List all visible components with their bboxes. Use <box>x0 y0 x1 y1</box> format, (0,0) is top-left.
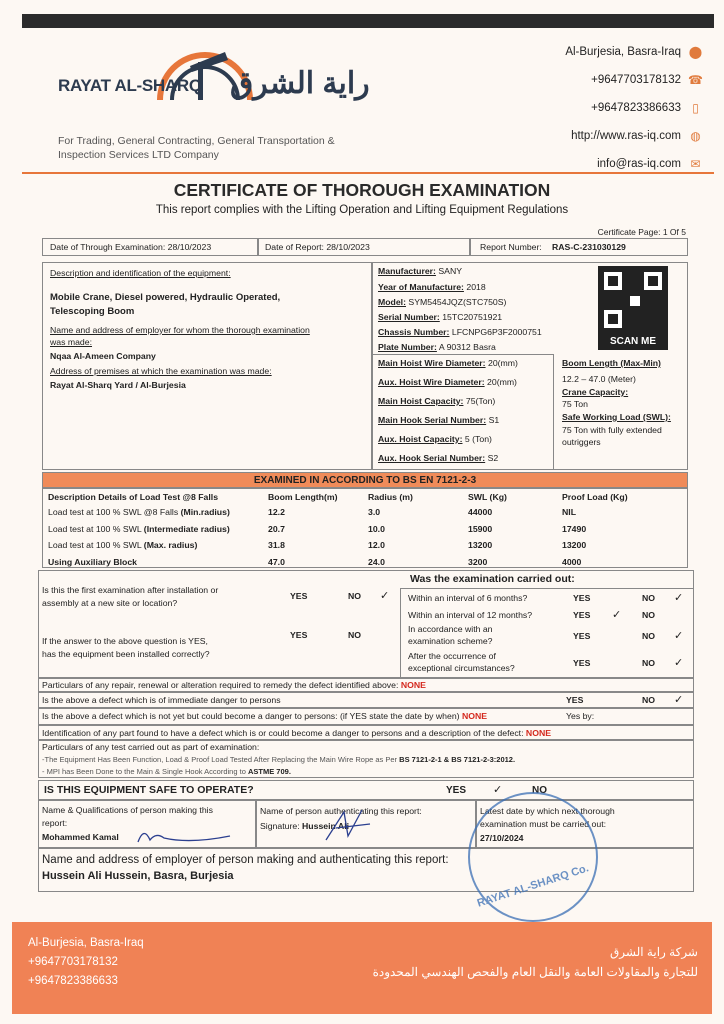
c2-check-icon: ✓ <box>612 609 622 621</box>
next-label2: examination must be carried out: <box>480 819 607 829</box>
q1-check-icon: ✓ <box>380 590 390 602</box>
crane-cap-value: 75 Ton <box>562 399 588 409</box>
q2-yes[interactable]: YES <box>290 630 308 640</box>
repair-value: NONE <box>400 680 426 690</box>
c4-check-icon: ✓ <box>674 657 684 669</box>
c4-line2: exceptional circumstances? <box>408 663 515 673</box>
test2-standard: ASTME 709. <box>247 767 291 776</box>
lt-boom: 31.8 <box>268 540 285 550</box>
boom-label: Boom Length (Max-Min) <box>562 358 661 368</box>
c1-yes[interactable]: YES <box>573 593 591 603</box>
lt-swl: 13200 <box>468 540 493 550</box>
report-number-label: Report Number: <box>480 242 542 252</box>
address-text: Al-Burjesia, Basra-Iraq <box>565 46 681 58</box>
q1-yes[interactable]: YES <box>290 591 308 601</box>
desc-label: Description and identification of the equipment: <box>50 268 231 278</box>
lt-desc-bold: (Intermediate radius) <box>143 524 230 534</box>
next-label1: Latest date by which next thorough <box>480 806 615 816</box>
footer-phone1: +9647703178132 <box>28 956 118 968</box>
sig-label: Signature: <box>260 821 300 831</box>
year-label: Year of Manufacture: <box>378 282 464 292</box>
c1-no[interactable]: NO <box>642 593 656 603</box>
next-date: 27/10/2024 <box>480 833 524 843</box>
serial-label: Serial Number: <box>378 312 440 322</box>
globe-icon: ◍ <box>690 129 701 143</box>
report-date: Date of Report: 28/10/2023 <box>265 242 370 252</box>
lt-boom: 20.7 <box>268 524 285 534</box>
website-link[interactable]: http://www.ras-iq.com <box>571 130 681 142</box>
q2-line1: If the answer to the above question is YES, <box>42 636 208 646</box>
lt-boom: 12.2 <box>268 507 285 517</box>
q2-no[interactable]: NO <box>348 630 362 640</box>
immediate-no[interactable]: NO <box>642 695 656 705</box>
main-wire-value: 20(mm) <box>488 358 518 368</box>
aux-wire-value: 20(mm) <box>487 377 517 387</box>
identification-value: NONE <box>525 728 552 738</box>
c4-no[interactable]: NO <box>642 658 656 668</box>
lt-header-proof: Proof Load (Kg) <box>562 492 628 502</box>
aux-hook-label: Aux. Hook Serial Number: <box>378 453 486 463</box>
plate-label: Plate Number: <box>378 342 437 352</box>
exam-date: Date of Through Examination: 28/10/2023 <box>50 242 212 252</box>
test2-text: - MPI has Been Done to the Main & Single Hook According to <box>42 767 246 776</box>
carried-title: Was the examination carried out: <box>410 573 575 585</box>
identification-text: Identification of any part found to have a defect which is or could become a danger to persons and a description of the defect: <box>42 728 524 738</box>
lt-desc-bold: (Min.radius) <box>180 507 230 517</box>
qual-label2: report: <box>42 818 68 828</box>
report-number: RAS-C-231030129 <box>552 242 626 252</box>
footer-ar-name: شركة راية الشرق <box>609 945 698 959</box>
employer-label: Name and address of employer of person making and authenticating this report: <box>42 854 449 866</box>
serial-value: 15TC20751921 <box>442 312 503 322</box>
lt-proof: NIL <box>562 507 576 517</box>
stamp-text: RAYAT AL-SHARQ Co. <box>475 862 591 910</box>
repair-label: Particulars of any repair, renewal or alteration required to remedy the defect identified above: <box>42 680 399 690</box>
main-wire-label: Main Hoist Wire Diameter: <box>378 358 486 368</box>
contact-block <box>512 38 702 178</box>
standard-banner-text: EXAMINED IN ACCORDING TO BS EN 7121-2-3 <box>253 475 477 486</box>
lt-desc: Load test at 100 % SWL @8 Falls <box>48 507 179 517</box>
swl-line1: 75 Ton with fully extended <box>562 425 662 435</box>
footer <box>12 922 712 1014</box>
c2-text: Within an interval of 12 months? <box>408 610 533 620</box>
c2-yes[interactable]: YES <box>573 610 591 620</box>
chassis-label: Chassis Number: <box>378 327 450 337</box>
qual-label1: Name & Qualifications of person making this <box>42 805 213 815</box>
qr-code-icon <box>598 266 668 334</box>
lt-swl: 15900 <box>468 524 493 534</box>
desc-line2: Telescoping Boom <box>50 306 135 317</box>
page-title: CERTIFICATE OF THOROUGH EXAMINATION <box>173 180 551 200</box>
phone1-text: +9647703178132 <box>591 74 681 86</box>
main-cap-value: 75(Ton) <box>465 396 496 406</box>
q1-no[interactable]: NO <box>348 591 362 601</box>
main-hook-value: S1 <box>488 415 500 425</box>
employer-label2: was made: <box>50 337 93 347</box>
lt-swl: 3200 <box>468 557 488 567</box>
auth-label: Name of person authenticating this report: <box>260 806 422 816</box>
footer-address: Al-Burjesia, Basra-Iraq <box>28 937 144 949</box>
lt-proof: 17490 <box>562 524 587 534</box>
footer-ar-desc: للتجارة والمقاولات العامة والنقل العام والفحص الهندسي المحدودة <box>372 965 698 979</box>
mail-icon: ✉ <box>690 157 701 171</box>
plate-value: A 90312 Basra <box>438 342 496 352</box>
yes-by-label: Yes by: <box>566 711 595 721</box>
q2-line2: has the equipment been installed correctly? <box>42 649 210 659</box>
c3-check-icon: ✓ <box>674 630 684 642</box>
boom-value: 12.2 – 47.0 (Meter) <box>562 374 636 384</box>
phone-icon: ☎ <box>688 73 703 87</box>
premises-name: Rayat Al-Sharq Yard / Al-Burjesia <box>50 380 186 390</box>
future-text: Is the above a defect which is not yet but could become a danger to persons: (if YES state the date by when) <box>42 711 460 721</box>
mobile-icon: ▯ <box>692 101 699 115</box>
c1-text: Within an interval of 6 months? <box>408 593 528 603</box>
lt-radius: 10.0 <box>368 524 385 534</box>
tests-label: Particulars of any test carried out as part of examination: <box>42 742 260 752</box>
safe-no[interactable]: NO <box>532 785 547 796</box>
immediate-yes[interactable]: YES <box>566 695 584 705</box>
authenticator-name: Hussein Ali <box>302 821 350 831</box>
swl-label: Safe Working Load (SWL): <box>562 412 671 422</box>
lt-desc-bold: (Max. radius) <box>143 540 198 550</box>
location-icon: ⬤ <box>688 45 703 59</box>
lt-radius: 24.0 <box>368 557 385 567</box>
c3-no[interactable]: NO <box>642 631 656 641</box>
aux-cap-value: 5 (Ton) <box>464 434 492 444</box>
page-subtitle: This report complies with the Lifting Operation and Lifting Equipment Regulations <box>155 204 569 216</box>
safe-yes[interactable]: YES <box>446 785 467 796</box>
brand-name-ar: راية الشرق <box>230 67 370 100</box>
q1-line2: assembly at a new site or location? <box>42 598 178 608</box>
chassis-value: LFCNPG6P3F2000751 <box>451 327 542 337</box>
main-hook-label: Main Hook Serial Number: <box>378 415 487 425</box>
lt-radius: 12.0 <box>368 540 385 550</box>
year-value: 2018 <box>466 282 486 292</box>
main-cap-label: Main Hoist Capacity: <box>378 396 464 406</box>
c4-yes[interactable]: YES <box>573 658 591 668</box>
c2-no[interactable]: NO <box>642 610 656 620</box>
c3-line2: examination scheme? <box>408 636 493 646</box>
aux-cap-label: Aux. Hoist Capacity: <box>378 434 463 444</box>
immediate-text: Is the above a defect which is of immediate danger to persons <box>42 695 281 705</box>
phone2-text: +9647823386633 <box>591 102 681 114</box>
lt-swl: 44000 <box>468 507 493 517</box>
c3-line1: In accordance with an <box>408 624 493 634</box>
manufacturer-label: Manufacturer: <box>378 266 436 276</box>
lt-proof: 4000 <box>562 557 582 567</box>
lt-header-swl: SWL (Kg) <box>468 492 507 502</box>
crane-cap-label: Crane Capacity: <box>562 387 629 397</box>
future-value: NONE <box>462 711 488 721</box>
lt-boom: 47.0 <box>268 557 285 567</box>
lt-desc: Load test at 100 % SWL <box>48 540 142 550</box>
company-tagline: For Trading, General Contracting, General Transportation & Inspection Services LTD Company <box>58 135 335 161</box>
employer-name: Nqaa Al-Ameen Company <box>50 351 156 361</box>
c1-check-icon: ✓ <box>674 592 684 604</box>
c3-yes[interactable]: YES <box>573 631 591 641</box>
safe-question: IS THIS EQUIPMENT SAFE TO OPERATE? <box>44 784 254 796</box>
aux-hook-value: S2 <box>487 453 499 463</box>
manufacturer-value: SANY <box>438 266 463 276</box>
email-link[interactable]: info@ras-iq.com <box>597 158 681 170</box>
model-label: Model: <box>378 297 406 307</box>
lt-header-radius: Radius (m) <box>368 492 413 502</box>
lt-desc: Load test at 100 % SWL <box>48 524 142 534</box>
swl-line2: outriggers <box>562 437 601 447</box>
desc-line1: Mobile Crane, Diesel powered, Hydraulic Operated, <box>50 292 281 303</box>
premises-label: Address of premises at which the examination was made: <box>50 366 272 376</box>
auth-signature-icon <box>318 806 378 846</box>
footer-phone2: +9647823386633 <box>28 975 118 987</box>
lt-desc-bold: Using Auxiliary Block <box>48 557 137 567</box>
aux-wire-label: Aux. Hoist Wire Diameter: <box>378 377 485 387</box>
immediate-check-icon: ✓ <box>674 694 684 706</box>
header-divider <box>22 172 714 174</box>
q1-line1: Is this the first examination after installation or <box>42 585 219 595</box>
lt-proof: 13200 <box>562 540 587 550</box>
model-value: SYM5454JQZ(STC750S) <box>408 297 507 307</box>
safe-check-icon: ✓ <box>493 784 503 796</box>
lt-header-desc: Description Details of Load Test @8 Falls <box>48 492 219 502</box>
c4-line1: After the occurrence of <box>408 651 496 661</box>
maker-signature-icon <box>130 822 240 850</box>
lt-radius: 3.0 <box>368 507 381 517</box>
test1-standard: BS 7121-2-1 & BS 7121-2-3:2012. <box>399 755 516 764</box>
scan-me-label: SCAN ME <box>598 334 668 350</box>
maker-name: Mohammed Kamal <box>42 832 119 842</box>
company-stamp-icon <box>468 792 598 922</box>
employer-label1: Name and address of employer for whom the thorough examination <box>50 325 310 335</box>
top-bar <box>22 14 714 28</box>
employer-value: Hussein Ali Hussein, Basra, Burjesia <box>42 870 234 882</box>
test1-text: -The Equipment Has Been Function, Load & Proof Load Tested After Replacing the Main Wire Rope as Per <box>42 755 398 764</box>
certificate-page-number: Certificate Page: 1 Of 5 <box>597 227 686 237</box>
lt-header-boom: Boom Length(m) <box>268 492 338 502</box>
brand-name-en: RAYAT AL-SHARQ <box>58 76 202 95</box>
